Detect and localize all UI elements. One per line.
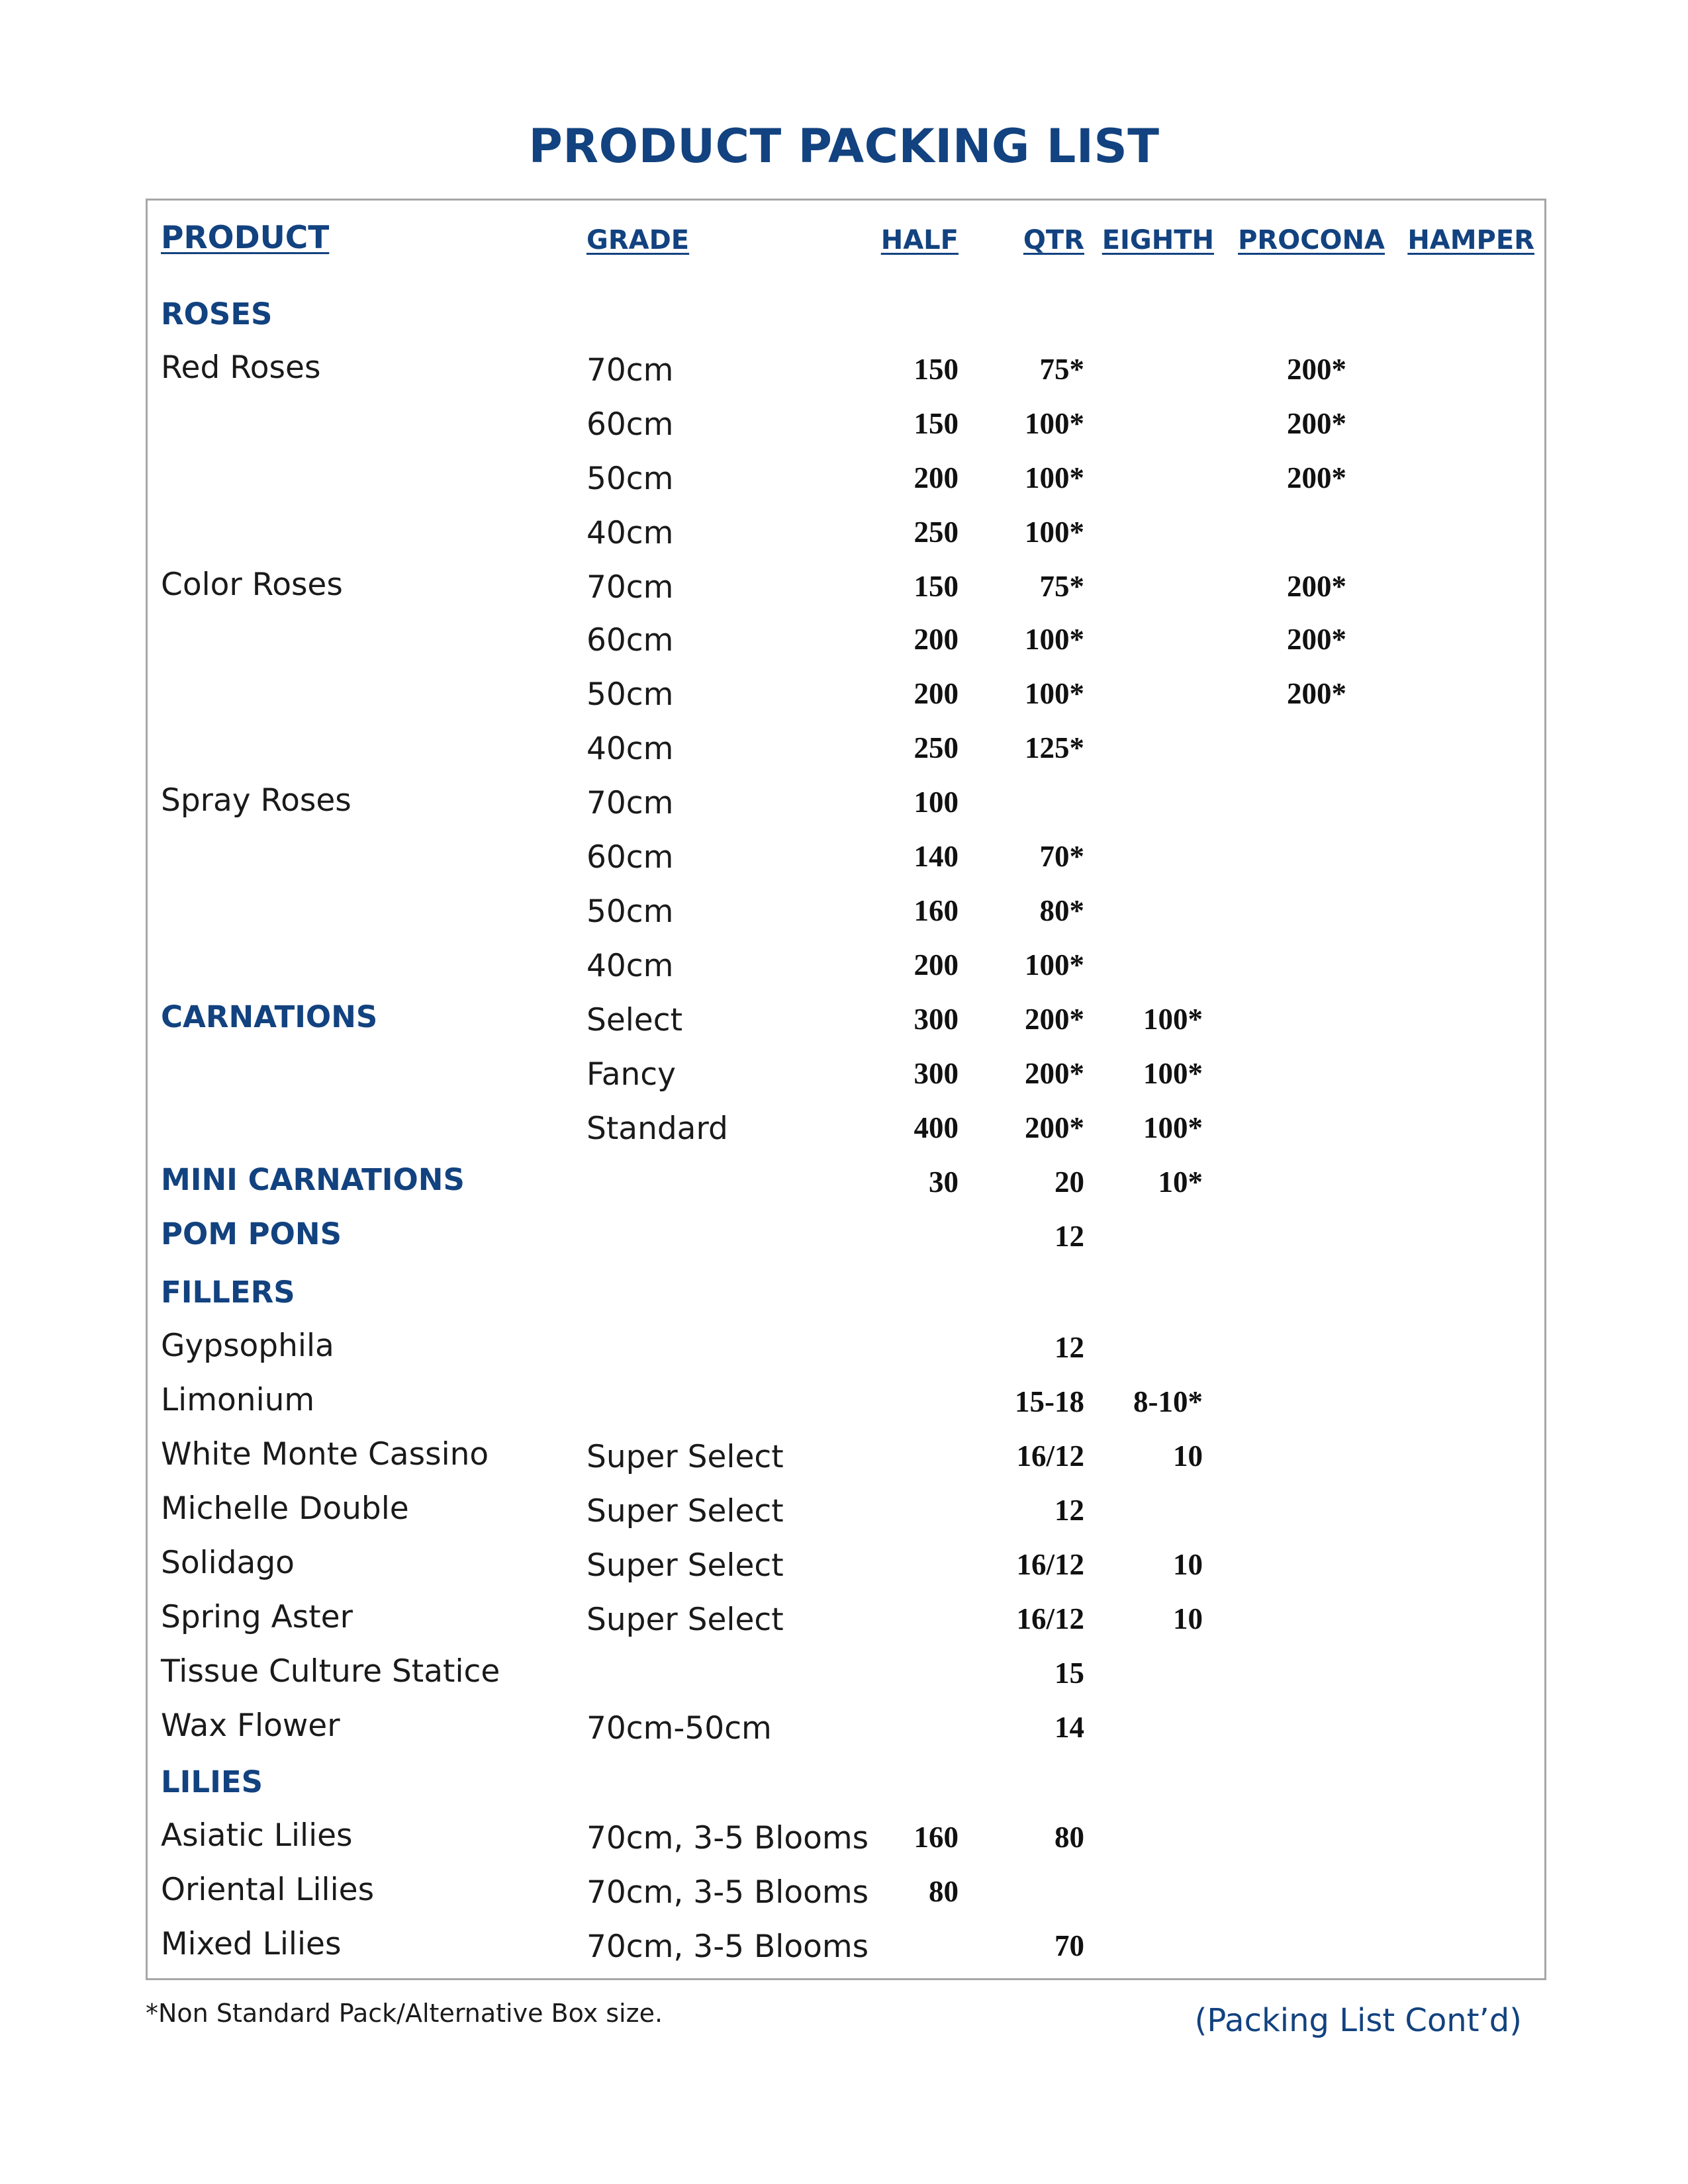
section-heading: POM PONS [161,1216,342,1251]
grade-cell: 50cm [586,676,674,713]
qtr-cell: 20 [1055,1165,1084,1199]
footnote: *Non Standard Pack/Alternative Box size. [146,1999,663,2028]
grade-cell: 60cm [586,839,674,876]
table-row [0,1545,1688,1591]
continued-note: (Packing List Cont’d) [1194,2002,1522,2039]
eighth-cell: 8-10* [1133,1385,1203,1418]
half-cell: 300 [914,1057,959,1090]
header-grade: GRADE [586,225,690,255]
qtr-cell: 70* [1039,840,1084,873]
table-row [0,1436,1688,1482]
qtr-cell: 14 [1055,1711,1084,1744]
half-cell: 250 [914,731,959,764]
eighth-cell: 10 [1173,1439,1203,1473]
half-cell: 400 [914,1111,959,1144]
section-row [0,1216,1688,1263]
product-name: Spring Aster [161,1599,353,1635]
eighth-cell: 10* [1158,1165,1203,1199]
qtr-cell: 100* [1025,516,1084,549]
table-row [0,1490,1688,1537]
half-cell: 160 [914,1821,959,1854]
table-row [0,1707,1688,1754]
qtr-cell: 100* [1025,623,1084,656]
procona-cell: 200* [1287,353,1346,386]
half-cell: 100 [914,786,959,819]
section-row [0,999,1688,1046]
product-name: White Monte Cassino [161,1436,489,1473]
qtr-cell: 12 [1055,1494,1084,1527]
eighth-cell: 100* [1143,1111,1203,1144]
qtr-cell: 80* [1039,894,1084,927]
qtr-cell: 200* [1025,1003,1084,1036]
table-row [0,1817,1688,1864]
grade-cell: 70cm, 3-5 Blooms [586,1820,869,1856]
procona-cell: 200* [1287,623,1346,656]
table-row [0,782,1688,829]
product-name: Color Roses [161,567,343,603]
half-cell: 150 [914,570,959,603]
grade-cell: Select [586,1002,682,1038]
section-row [0,296,1688,343]
table-row [0,1926,1688,1972]
product-name: Asiatic Lilies [161,1817,353,1854]
half-cell: 160 [914,894,959,927]
header-qtr: QTR [1023,225,1084,255]
product-name: Limonium [161,1382,315,1418]
page-title: PRODUCT PACKING LIST [528,119,1160,173]
qtr-cell: 70 [1055,1929,1084,1962]
qtr-cell: 75* [1039,570,1084,603]
qtr-cell: 100* [1025,461,1084,494]
qtr-cell: 200* [1025,1111,1084,1144]
half-cell: 140 [914,840,959,873]
qtr-cell: 125* [1025,731,1084,764]
grade-cell: 50cm [586,461,674,497]
grade-cell: Standard [586,1111,728,1147]
header-product: PRODUCT [161,220,330,256]
product-name: Spray Roses [161,782,352,819]
table-row [0,1054,1688,1100]
table-row [0,728,1688,774]
half-cell: 150 [914,353,959,386]
grade-cell: 40cm [586,948,674,984]
product-name: Solidago [161,1545,295,1581]
grade-cell: Super Select [586,1547,784,1584]
header-procona: PROCONA [1238,225,1385,255]
half-cell: 200 [914,623,959,656]
grade-cell: 50cm [586,893,674,930]
half-cell: 150 [914,407,959,440]
section-row [0,1162,1688,1208]
section-heading: ROSES [161,296,273,332]
header-hamper: HAMPER [1407,225,1534,255]
product-name: Red Roses [161,349,321,386]
section-heading: FILLERS [161,1275,295,1310]
qtr-cell: 16/12 [1016,1602,1084,1635]
table-row [0,1653,1688,1700]
procona-cell: 200* [1287,407,1346,440]
grade-cell: 70cm, 3-5 Blooms [586,1874,869,1911]
grade-cell: Super Select [586,1493,784,1529]
table-row [0,891,1688,937]
qtr-cell: 200* [1025,1057,1084,1090]
qtr-cell: 75* [1039,353,1084,386]
product-name: Michelle Double [161,1490,409,1527]
table-row [0,458,1688,504]
table-row [0,512,1688,559]
section-row [0,1764,1688,1811]
half-cell: 30 [929,1165,959,1199]
table-row [0,674,1688,720]
qtr-cell: 80 [1055,1821,1084,1854]
grade-cell: 70cm, 3-5 Blooms [586,1929,869,1965]
grade-cell: 60cm [586,622,674,659]
qtr-cell: 12 [1055,1220,1084,1253]
product-name: Tissue Culture Statice [161,1653,500,1690]
half-cell: 200 [914,461,959,494]
grade-cell: 40cm [586,731,674,767]
section-row [0,1275,1688,1321]
table-row [0,1328,1688,1374]
table-row [0,349,1688,396]
qtr-cell: 16/12 [1016,1548,1084,1581]
grade-cell: 70cm [586,352,674,388]
grade-cell: 60cm [586,406,674,443]
qtr-cell: 15-18 [1015,1385,1084,1418]
section-heading: LILIES [161,1764,263,1799]
procona-cell: 200* [1287,570,1346,603]
eighth-cell: 100* [1143,1057,1203,1090]
qtr-cell: 100* [1025,407,1084,440]
header-eighth: EIGHTH [1102,225,1214,255]
procona-cell: 200* [1287,677,1346,710]
procona-cell: 200* [1287,461,1346,494]
qtr-cell: 100* [1025,948,1084,981]
table-row [0,1599,1688,1645]
qtr-cell: 12 [1055,1331,1084,1364]
grade-cell: 70cm [586,785,674,821]
product-name: Wax Flower [161,1707,340,1744]
qtr-cell: 15 [1055,1657,1084,1690]
section-heading: MINI CARNATIONS [161,1162,465,1197]
qtr-cell: 16/12 [1016,1439,1084,1473]
grade-cell: Fancy [586,1056,676,1093]
grade-cell: 40cm [586,515,674,551]
eighth-cell: 10 [1173,1548,1203,1581]
grade-cell: 70cm [586,569,674,606]
product-name: Gypsophila [161,1328,334,1364]
eighth-cell: 10 [1173,1602,1203,1635]
half-cell: 300 [914,1003,959,1036]
half-cell: 80 [929,1875,959,1908]
half-cell: 250 [914,516,959,549]
grade-cell: 70cm-50cm [586,1710,772,1747]
table-row [0,1108,1688,1154]
table-row [0,1382,1688,1428]
section-heading: CARNATIONS [161,999,378,1034]
product-name: Mixed Lilies [161,1926,342,1962]
grade-cell: Super Select [586,1439,784,1475]
header-half: HALF [880,225,959,255]
grade-cell: Super Select [586,1602,784,1638]
table-row [0,1872,1688,1918]
table-row [0,837,1688,883]
half-cell: 200 [914,948,959,981]
qtr-cell: 100* [1025,677,1084,710]
half-cell: 200 [914,677,959,710]
product-name: Oriental Lilies [161,1872,375,1908]
table-row [0,567,1688,613]
table-row [0,404,1688,450]
table-row [0,945,1688,991]
eighth-cell: 100* [1143,1003,1203,1036]
table-row [0,619,1688,666]
